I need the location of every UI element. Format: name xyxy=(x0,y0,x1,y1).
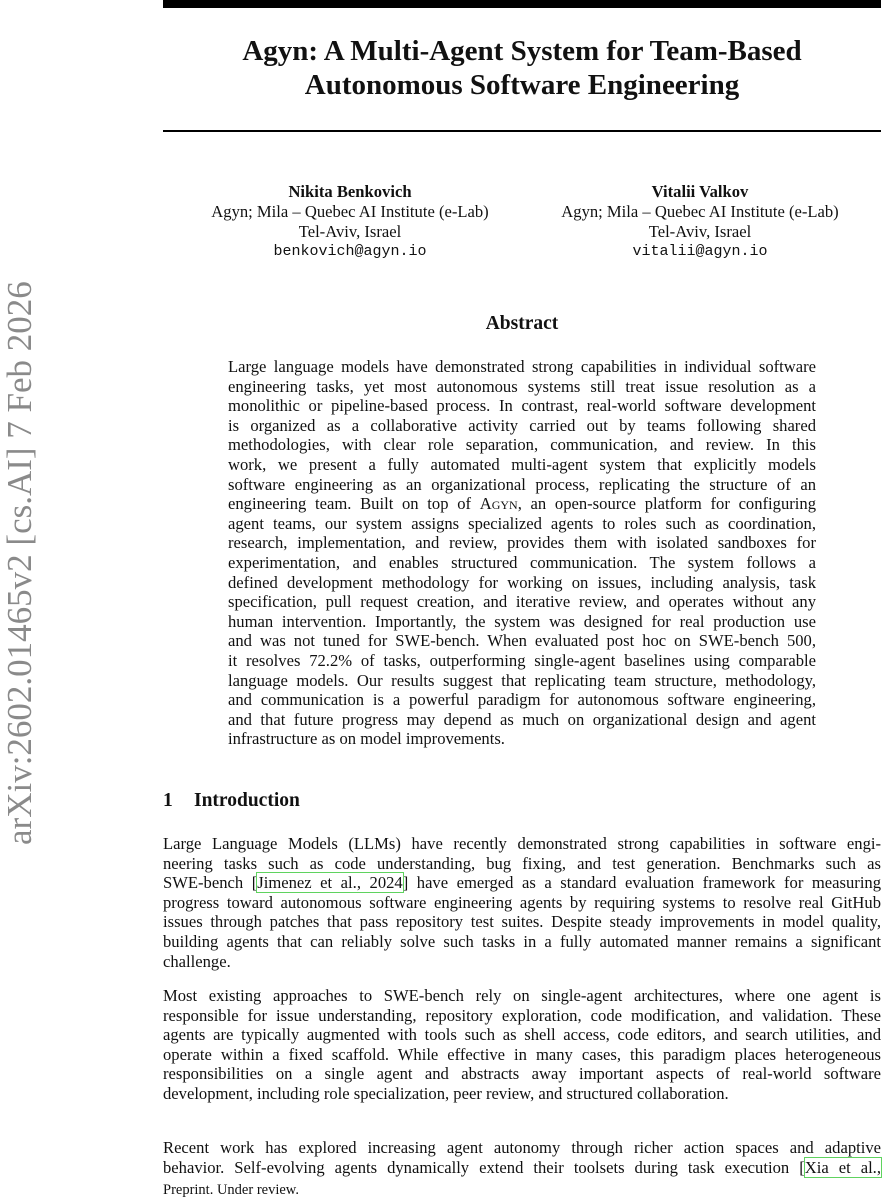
abstract-line: and was not tuned for SWE-bench. When evaluated post hoc on SWE-bench 500, xyxy=(228,631,816,651)
author-affiliation: Agyn; Mila – Quebec AI Institute (e-Lab) xyxy=(211,202,489,221)
abstract-line: Large language models have demonstrated strong capabilities in individual software xyxy=(228,357,816,376)
intro-paragraph-3 xyxy=(163,1138,881,1177)
text-line-tail: have emerged as a standard evaluation framework for measuring xyxy=(408,873,882,893)
text-line: operate within a fixed scaffold. While effective in many cases, this paradigm places heterogeneous xyxy=(163,1044,881,1064)
abstract-line: experimentation, and enables structured communication. The system follows a xyxy=(228,552,816,572)
section-title: Introduction xyxy=(194,790,300,811)
citation-year: 2024 xyxy=(369,873,403,893)
text-line: responsible for issue understanding, repository exploration, code modification, and validation. These xyxy=(163,1005,881,1025)
footer-note: Preprint. Under review. xyxy=(163,1182,299,1198)
top-rule xyxy=(163,0,881,8)
text-line: development, including role specialization, peer review, and structured collaboration. xyxy=(163,1083,729,1103)
abstract-line: human intervention. Importantly, the system was designed for real production use xyxy=(228,611,816,631)
text-line-head: behavior. Self-evolving agents dynamically extend their toolsets during task execution xyxy=(163,1157,800,1177)
intro-paragraph-1 xyxy=(163,834,881,971)
abstract-line: language models. Our results suggest that replicating team structure, methodology, xyxy=(228,670,816,690)
abstract-heading: Abstract xyxy=(485,313,559,334)
author-email[interactable]: benkovich@agyn.io xyxy=(273,243,427,260)
abstract-line: methodologies, with clear role separation, communication, and review. In this xyxy=(228,435,816,455)
text-line: Most existing approaches to SWE-bench rely on single-agent architectures, where one agent is xyxy=(163,986,881,1005)
text-line: agents are typically augmented with tools such as shell access, code editors, and search utilities, and xyxy=(163,1025,881,1045)
text-line: responsibilities on a single agent and abstracts away important aspects of real-world software xyxy=(163,1064,881,1084)
title-line-1: Agyn: A Multi-Agent System for Team-Based xyxy=(242,35,802,67)
text-line-head: SWE-bench xyxy=(163,873,252,893)
abstract-line-head: engineering team. Built on top of xyxy=(228,494,472,514)
abstract-line: infrastructure as on model improvements. xyxy=(228,729,505,749)
text-line: neering tasks such as code understanding, bug fixing, and test generation. Benchmarks such as xyxy=(163,853,881,873)
section-heading-introduction xyxy=(163,790,300,812)
author-affiliation: Agyn; Mila – Quebec AI Institute (e-Lab) xyxy=(561,202,839,221)
abstract-line: engineering tasks, yet most autonomous systems still treat issue resolution as a xyxy=(228,376,816,396)
abstract-line: research, implementation, and review, provides them with isolated sandboxes for xyxy=(228,533,816,553)
abstract-line: monolithic or pipeline-based process. In contrast, real-world software development xyxy=(228,396,816,416)
author-block-2 xyxy=(540,182,860,262)
text-line: Large Language Models (LLMs) have recently demonstrated strong capabilities in software engi- xyxy=(163,834,881,853)
agyn-platform-name: Agyn xyxy=(479,494,518,514)
intro-paragraph-2 xyxy=(163,986,881,1104)
text-line: behavior. Self-evolving agents dynamically extend their toolsets during task execution [Xia et al., xyxy=(163,1157,881,1177)
abstract-line: and that future progress may depend as much on organizational design and agent xyxy=(228,709,816,729)
author-location: Tel-Aviv, Israel xyxy=(648,222,752,241)
text-line: SWE-bench [Jimenez et al., 2024] have emerged as a standard evaluation framework for measuring xyxy=(163,873,882,893)
abstract-line: and communication is a powerful paradigm for autonomous software engineering, xyxy=(228,690,816,710)
paper-title xyxy=(163,34,881,102)
text-line: challenge. xyxy=(163,951,231,971)
text-line: building agents that can reliably solve such tasks in a fully automated manner remains a significant xyxy=(163,931,881,951)
text-line: Recent work has explored increasing agent autonomy through richer action spaces and adaptive xyxy=(163,1138,881,1157)
text-line: progress toward autonomous software engineering agents by requiring systems to resolve real GitHub xyxy=(163,892,881,912)
arxiv-identifier: arXiv:2602.01465v2 [cs.AI] 7 Feb 2026 xyxy=(0,281,39,845)
abstract-line: agent teams, our system assigns specialized agents to roles such as coordination, xyxy=(228,513,816,533)
author-email[interactable]: vitalii@agyn.io xyxy=(632,243,768,260)
abstract-line: software engineering as an organizational process, replicating the structure of an xyxy=(228,474,816,494)
citation-author: Jimenez et al. xyxy=(257,873,357,893)
text-line: issues through patches that pass repository test suites. Despite steady improvements in model quality, xyxy=(163,912,881,932)
abstract-line: is organized as a collaborative activity carried out by teams following shared xyxy=(228,415,816,435)
title-rule xyxy=(163,130,881,132)
abstract-line xyxy=(228,494,816,514)
abstract-line: defined development methodology for working on issues, including analysis, task xyxy=(228,572,816,592)
abstract-line: specification, pull request creation, and iterative review, and operates without any xyxy=(228,592,816,612)
citation-link[interactable]: Jimenez et al., 2024 xyxy=(257,873,403,893)
author-name: Nikita Benkovich xyxy=(288,182,412,201)
abstract-line: it resolves 72.2% of tasks, outperforming single-agent baselines using comparable xyxy=(228,650,816,670)
citation-link[interactable]: Xia et al., xyxy=(804,1157,881,1177)
section-number: 1 xyxy=(163,790,173,811)
abstract-line: work, we present a fully automated multi-agent system that explicitly models xyxy=(228,454,816,474)
author-name: Vitalii Valkov xyxy=(651,182,749,201)
title-line-2: Autonomous Software Engineering xyxy=(304,69,740,101)
author-block-1 xyxy=(190,182,510,262)
abstract-text xyxy=(228,357,816,749)
abstract-line-tail: , an open-source platform for configuring xyxy=(517,494,816,514)
author-location: Tel-Aviv, Israel xyxy=(298,222,402,241)
